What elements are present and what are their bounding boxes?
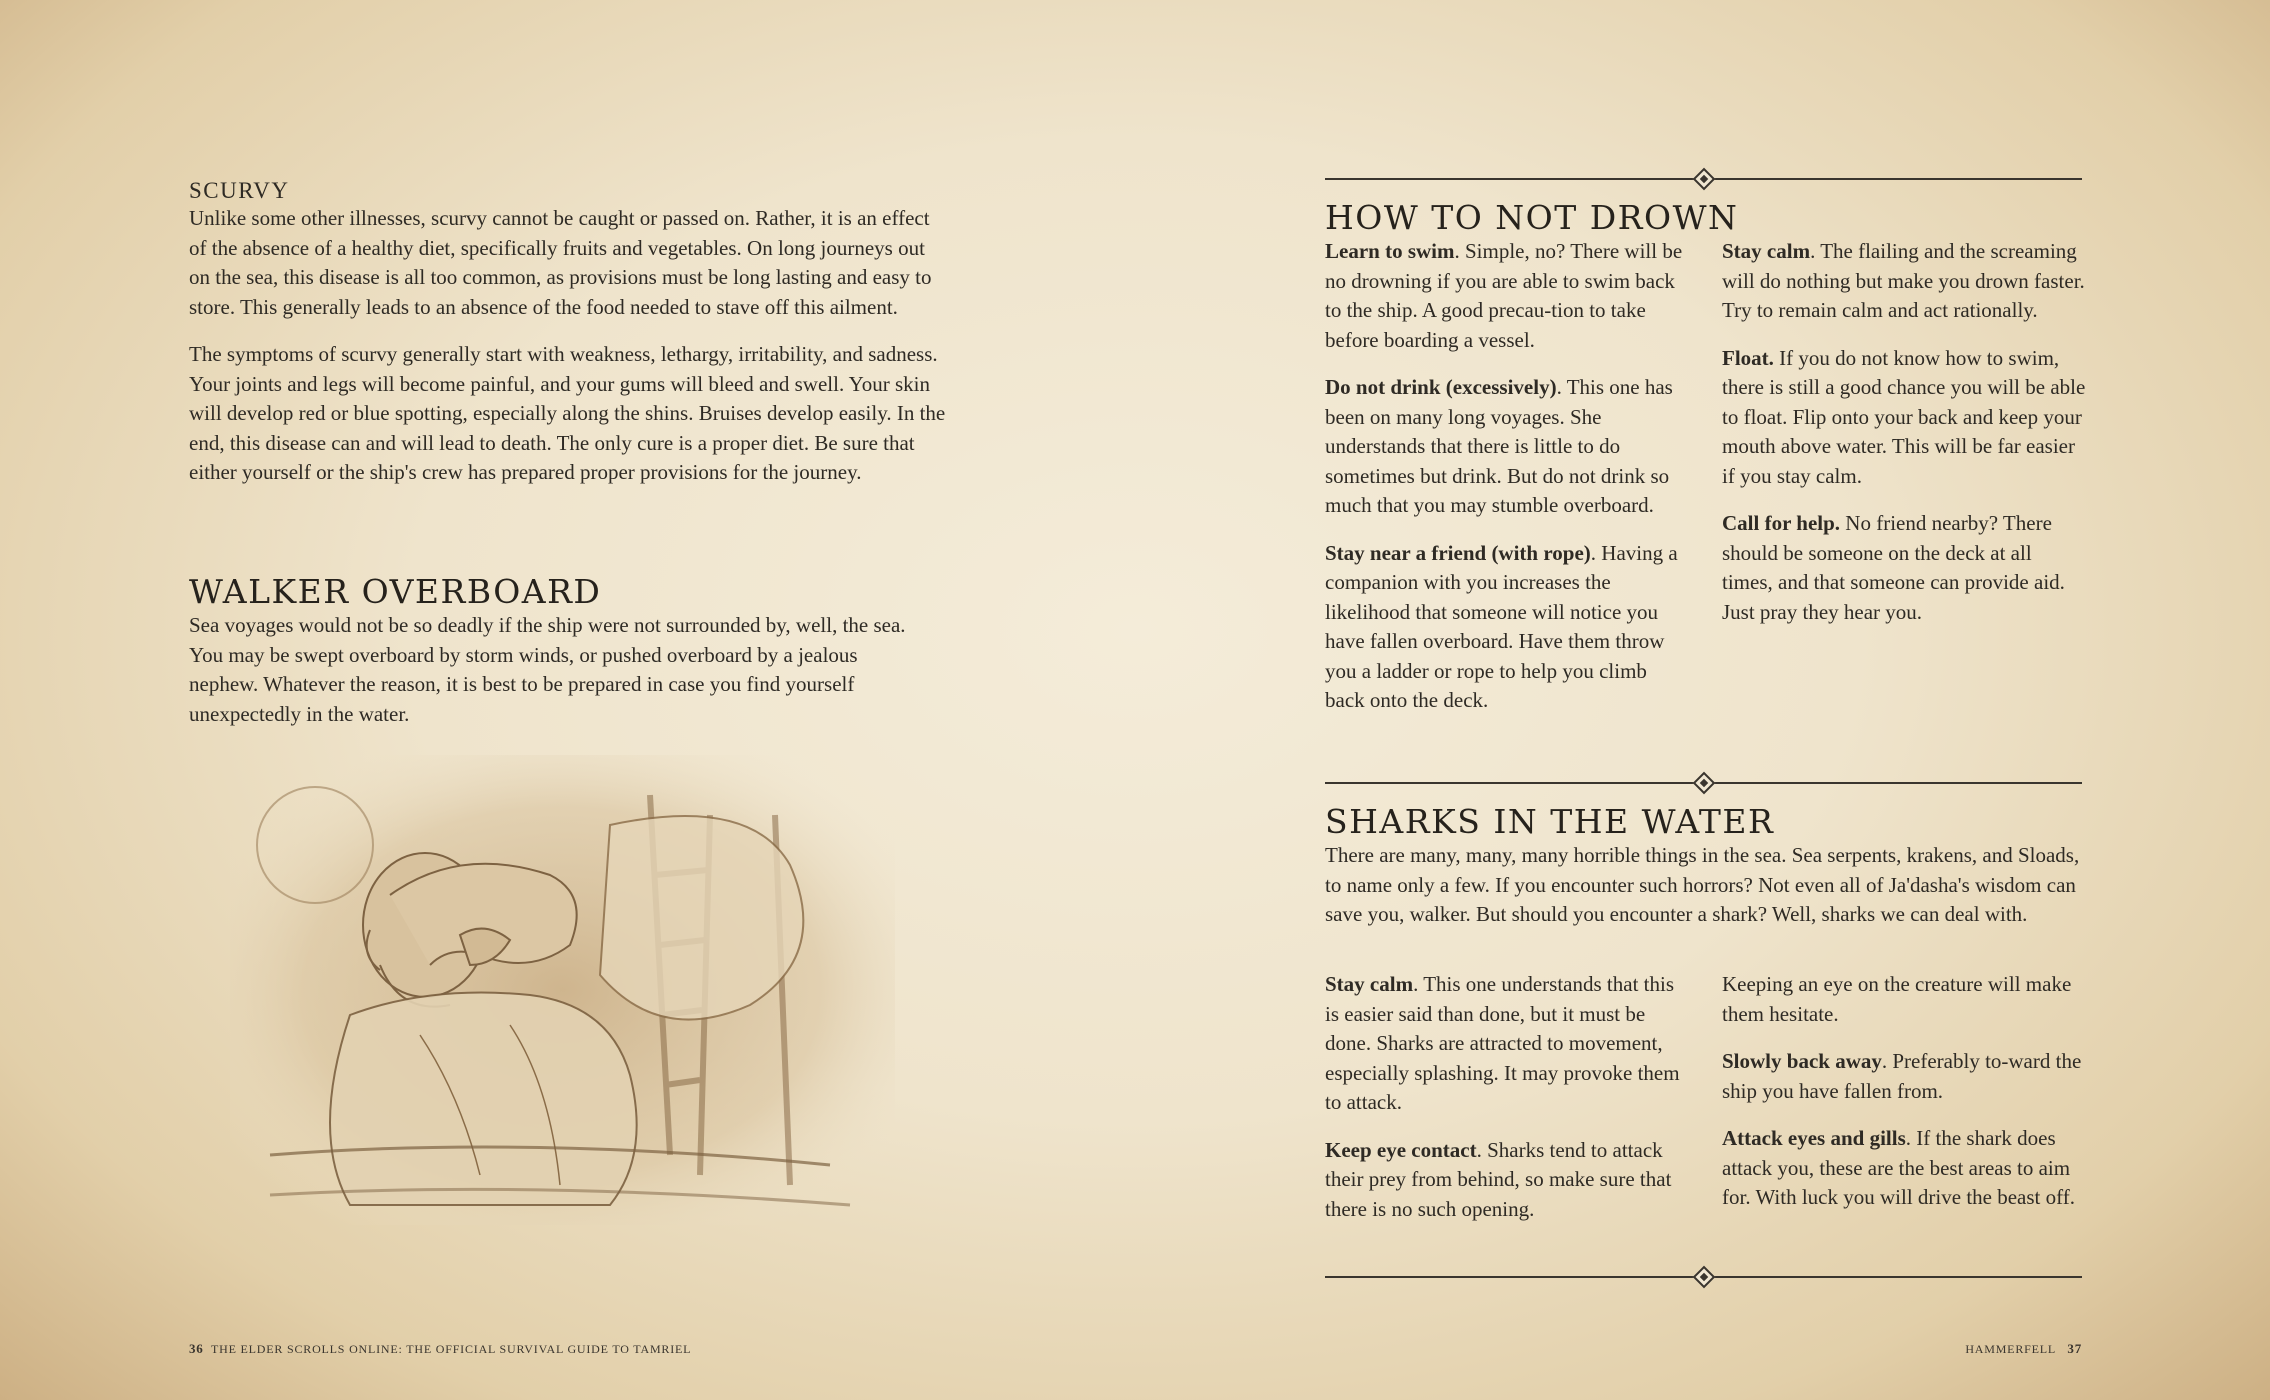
right-footer [1965,1341,2082,1357]
tip-text: . Having a companion with you increases the likelihood that someone will notice you have fallen overboard. Have them throw you a ladder or rope to help you climb back onto the deck. [1325,540,1678,712]
tip-stay-near-friend [1325,539,1685,716]
middle-divider-ornament [1693,772,1716,795]
tip-text: . Simple, no? There will be no drowning if you are able to swim back to the ship. A good precau-tion to take before boarding a vessel. [1325,239,1683,352]
shark-tip-stay-calm [1325,970,1685,1118]
tip-lead: Call for help. [1722,511,1841,535]
sharks-heading: SHARKS IN THE WATER [1325,802,1775,841]
how-to-not-drown-heading: HOW TO NOT DROWN [1325,198,1739,237]
left-page-number: 36 [189,1341,204,1356]
scurvy-paragraph-2: The symptoms of scurvy generally start with weakness, lethargy, irritability, and sadness. Your joints and legs will become painful, and your gums will bleed and swell. Your skin will develop red or blue spotting, especially along the shins. Bruises develop easily. In the end, this disease can and will lead to death. The only cure is a proper diet. Be sure that either yourself or the ship's crew has prepared proper provisions for the journey. [189,342,946,484]
tip-lead: Stay calm [1325,972,1414,996]
man-overboard-illustration [230,755,895,1225]
drown-right-column [1722,237,2087,627]
scurvy-section [189,178,949,488]
tip-lead: Do not drink (excessively) [1325,375,1557,399]
tip-lead: Learn to swim [1325,239,1455,263]
sharks-right-column [1722,970,2087,1213]
drown-left-column [1325,237,1685,716]
shark-tip-back-away [1722,1047,2087,1106]
tip-do-not-drink [1325,373,1685,521]
tip-lead: Slowly back away [1722,1049,1882,1073]
right-page-number: 37 [2067,1341,2082,1356]
right-page [1135,0,2270,1400]
scurvy-paragraph-1: Unlike some other illnesses, scurvy cannot be caught or passed on. Rather, it is an effect of the absence of a healthy diet, specifically fruits and vegetables. On long journeys out on the sea, this disease is all too common, as provisions must be long lasting and easy to store. This generally leads to an absence of the food needed to stave off this ailment. [189,206,932,319]
tip-text: . The flailing and the screaming will do nothing but make you drown faster. Try to remain calm and act rationally. [1722,239,2085,322]
tip-lead: Keep eye contact [1325,1137,1477,1162]
walker-overboard-paragraph: Sea voyages would not be so deadly if the ship were not surrounded by, well, the sea. You may be swept overboard by storm winds, or pushed overboard by a jealous nephew. Whatever the reason, it is best to be prepared in case you find yourself unexpectedly in the water. [189,613,906,726]
tip-float [1722,344,2087,492]
bottom-divider-ornament [1693,1266,1716,1289]
tip-text: If you do not know how to swim, there is still a good chance you will be able to float. Flip onto your back and keep your mouth above water. This will be far easier if you stay calm. [1722,345,2086,488]
left-footer [189,1341,691,1357]
tip-lead: Stay near a friend (with rope) [1325,540,1591,565]
tip-text: . Preferably to-ward the ship you have fallen from. [1722,1049,2082,1103]
sharks-intro: There are many, many, many horrible things in the sea. Sea serpents, krakens, and Sloads, to name only a few. If you encounter such horrors? Not even all of Ja'dasha's wisdom can save you, walker. But should you encounter a shark? Well, sharks we can deal with. [1325,843,2080,926]
section-name: HAMMERFELL [1965,1342,2056,1356]
scurvy-heading: SCURVY [189,178,290,203]
shark-tip-eye-contact [1325,1136,1685,1225]
tip-text: . This one has been on many long voyages. She understands that there is little to do sometimes but drink. But do not drink so much that you may stumble overboard. [1325,375,1673,517]
sharks-left-column [1325,970,1685,1224]
shark-tip-continued [1722,970,2087,1029]
tip-lead: Attack eyes and gills [1722,1126,1906,1150]
tip-lead: Float. [1722,345,1774,370]
tip-text: . If the shark does attack you, these are the best areas to aim for. With luck you will drive the beast off. [1722,1126,2075,1209]
tip-text: . This one understands that this is easier said than done, but it must be done. Sharks are attracted to movement, especially splashing. It may provoke them to attack. [1325,972,1680,1114]
tip-lead: Stay calm [1722,239,1811,263]
tip-learn-to-swim [1325,237,1685,355]
tip-call-for-help [1722,509,2087,627]
book-title: THE ELDER SCROLLS ONLINE: THE OFFICIAL SURVIVAL GUIDE TO TAMRIEL [211,1342,692,1356]
tip-text: Keeping an eye on the creature will make them hesitate. [1722,972,2072,1026]
tip-text: . Sharks tend to attack their prey from behind, so make sure that there is no such opening. [1325,1137,1672,1221]
how-to-not-drown-section [1325,198,2085,237]
walker-overboard-section [189,572,929,729]
top-divider-ornament [1693,168,1716,191]
sharks-section [1325,802,2085,930]
shark-tip-attack [1722,1124,2087,1213]
tip-stay-calm [1722,237,2087,326]
walker-overboard-heading: WALKER OVERBOARD [189,572,602,611]
tip-text: No friend nearby? There should be someone on the deck at all times, and that someone can provide aid. Just pray they hear you. [1722,511,2065,624]
